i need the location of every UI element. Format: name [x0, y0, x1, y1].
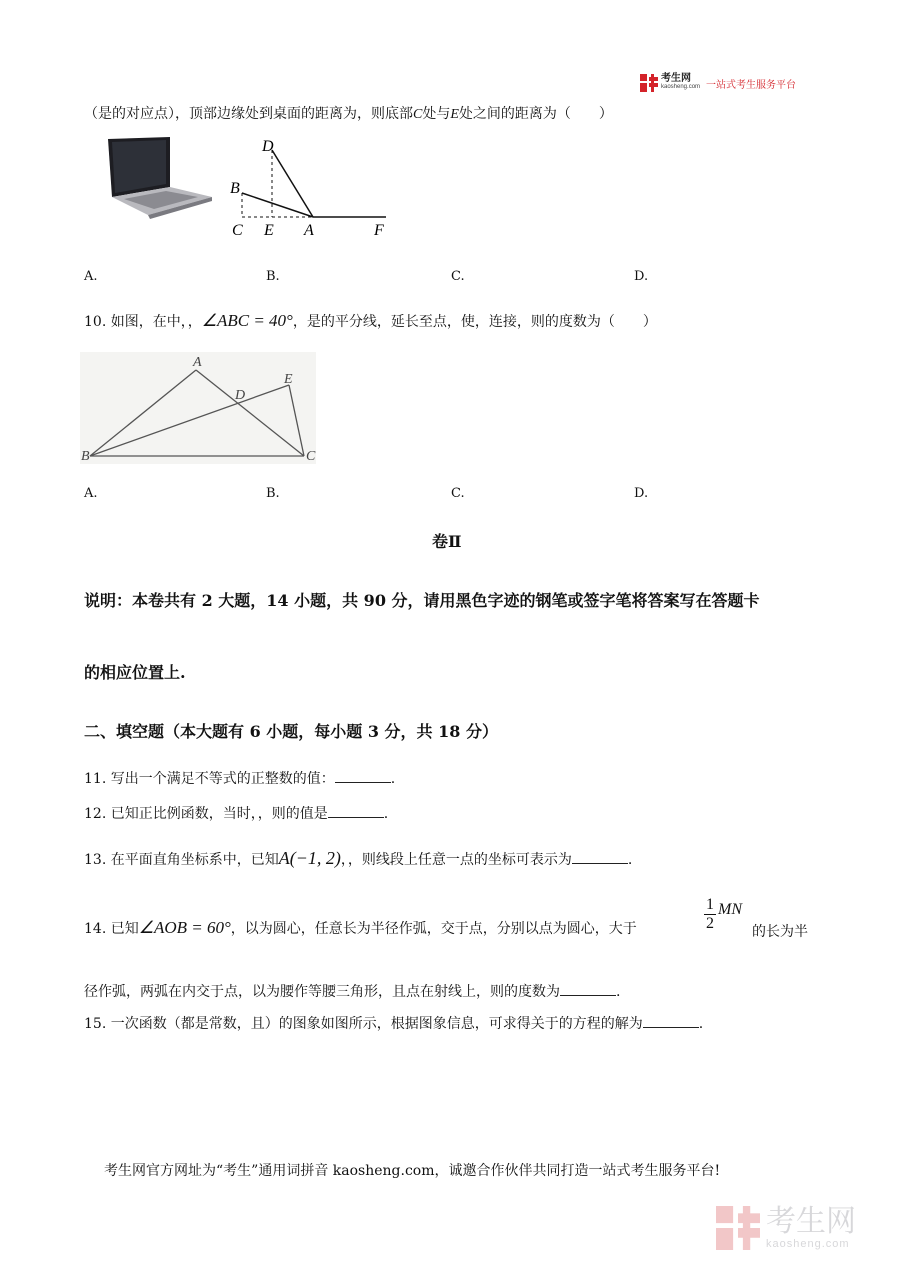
- watermark-logo: [716, 1205, 856, 1251]
- angle-aob: ∠AOB = 60°: [138, 918, 231, 937]
- point-a: A(−1, 2): [278, 848, 341, 868]
- frac-numerator: 1: [706, 896, 714, 913]
- answer-blank[interactable]: [643, 1015, 699, 1028]
- label-E: E: [264, 222, 274, 239]
- frac-denominator: 2: [706, 915, 714, 932]
- answer-blank[interactable]: [328, 805, 384, 818]
- label-B: B: [81, 449, 90, 464]
- section-title: 卷Ⅱ: [432, 532, 462, 551]
- header-slogan: 一站式考生服务平台: [706, 79, 797, 91]
- watermark-domain: kaosheng.com: [766, 1238, 850, 1250]
- section-note-line2: 的相应位置上.: [84, 663, 186, 682]
- q10-diagram: [80, 352, 316, 464]
- q10-option-b[interactable]: B.: [266, 486, 280, 501]
- label-F: F: [374, 222, 384, 239]
- angle-abc: ∠ABC = 40°: [201, 311, 293, 330]
- label-A: A: [304, 222, 314, 239]
- q12: 12. 已知正比例函数，当时，，则的值是 .: [84, 806, 389, 822]
- q14-fraction: [704, 896, 742, 933]
- segment-BA: [242, 193, 313, 217]
- q9-diagram: [228, 135, 398, 240]
- watermark-logo-icon: [716, 1205, 760, 1251]
- q15: 15. 一次函数（都是常数，且）的图象如图所示，根据图象信息，可求得关于的方程的解为 .: [84, 1016, 704, 1032]
- header-logo[interactable]: [640, 74, 796, 92]
- section-note-line1: 说明：本卷共有 2 大题，14 小题，共 90 分，请用黑色字迹的钢笔或签字笔将答案写在答题卡: [84, 591, 760, 610]
- q14: 14. 已知∠AOB = 60°，以为圆心，任意长为半径作弧，交于点，分别以点为圆心，大于: [84, 918, 637, 937]
- q9-text: （是的对应点），顶部边缘处到桌面的距离为，则底部C处与E处之间的距离为（ ）: [84, 106, 613, 122]
- q9-option-d[interactable]: D.: [634, 269, 649, 284]
- laptop-image: [104, 135, 216, 219]
- q10-option-a[interactable]: A.: [84, 486, 98, 501]
- part2-heading: 二、填空题（本大题有 6 小题，每小题 3 分，共 18 分）: [84, 722, 498, 741]
- segment-BA: [90, 370, 196, 456]
- q10-option-c[interactable]: C.: [451, 486, 465, 501]
- answer-blank[interactable]: [572, 851, 628, 864]
- answer-blank[interactable]: [335, 770, 391, 783]
- q13: 13. 在平面直角坐标系中，已知A(−1, 2)，，则线段上任意一点的坐标可表示为 .: [84, 848, 633, 868]
- frac-var: MN: [718, 900, 742, 918]
- q9-option-a[interactable]: A.: [84, 269, 98, 284]
- logo-cn: 考生网: [661, 73, 691, 84]
- watermark-cn: 考生网: [766, 1204, 856, 1239]
- kaosheng-logo-icon: [640, 74, 658, 92]
- label-C: C: [232, 222, 243, 239]
- label-C: C: [306, 449, 316, 464]
- q14-text-end: 的长为半: [752, 924, 808, 940]
- label-D: D: [235, 388, 246, 403]
- label-B: B: [230, 180, 240, 197]
- q10-text: 10. 如图，在中，，∠ABC = 40°，是的平分线，延长至点，使，连接，则的度数为（ ）: [84, 311, 657, 330]
- segment-DA: [272, 150, 313, 217]
- label-E: E: [284, 372, 293, 387]
- q9-option-b[interactable]: B.: [266, 269, 280, 284]
- answer-blank[interactable]: [560, 983, 616, 996]
- label-A: A: [193, 355, 202, 370]
- q11: 11. 写出一个满足不等式的正整数的值： .: [84, 771, 396, 787]
- logo-domain: kaosheng.com: [661, 84, 701, 90]
- q9-option-c[interactable]: C.: [451, 269, 465, 284]
- q10-option-d[interactable]: D.: [634, 486, 649, 501]
- label-D: D: [262, 138, 274, 155]
- footer-text: 考生网官方网址为“考生”通用词拼音 kaosheng.com，诚邀合作伙伴共同打造一站式考生服务平台!: [104, 1163, 721, 1179]
- q14-line2: 径作弧，两弧在内交于点，以为腰作等腰三角形，且点在射线上，则的度数为 .: [84, 984, 621, 1000]
